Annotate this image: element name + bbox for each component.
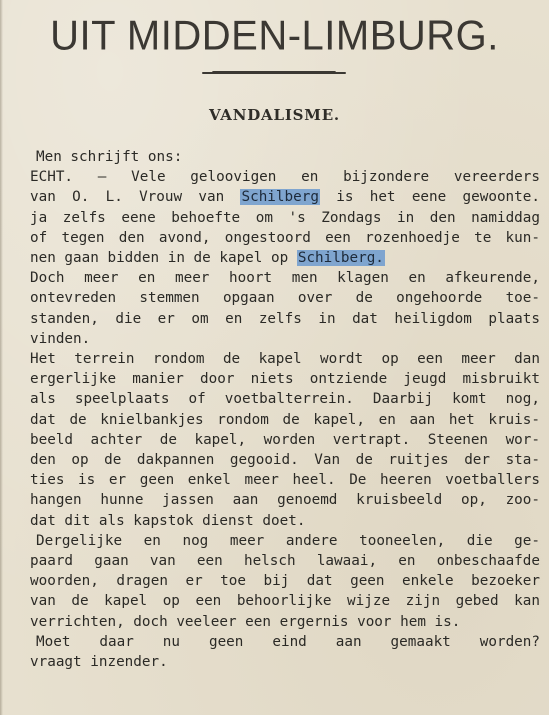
body-line: den op de dakpannen gegooid. Van de ruitjes der sta- — [30, 452, 540, 469]
body-line-text: van O. L. Vrouw van — [30, 189, 241, 206]
body-line: vinden. — [30, 330, 91, 347]
article-headline: UIT MIDDEN-LIMBURG. — [50, 12, 499, 60]
body-line: Men schrijft ons: — [36, 149, 183, 165]
body-line: standen, die er om en zelfs in dat heiligdom plaats — [30, 310, 540, 327]
body-line: ja zelfs eene behoefte om 's Zondags in den namiddag — [30, 209, 540, 226]
article-subheadline: VANDALISME. — [209, 106, 340, 124]
body-line: beeld achter de kapel, worden vertrapt. Steenen wor- — [30, 431, 540, 448]
body-line-text: is het eene gewoonte. — [319, 189, 540, 206]
body-line: dat dit als kapstok dienst doet. — [30, 512, 306, 529]
body-line: paard gaan van een helsch lawaai, en onbeschaafde — [30, 553, 540, 570]
body-line: verrichten, doch veeleer een ergernis voor hem is. — [30, 613, 461, 630]
body-line: Dergelijke en nog meer andere tooneelen, die ge- — [36, 532, 540, 549]
body-line: als speelplaats of voetbalterrein. Daarbij komt nog, — [30, 391, 540, 408]
body-line: ontevreden stemmen opgaan over de ongehoorde toe- — [30, 290, 540, 307]
body-line: van de kapel op een behoorlijke wijze zijn gebed kan — [30, 593, 540, 610]
body-line-text: nen gaan bidden in de kapel op — [30, 250, 297, 267]
body-line: ties is er geen enkel meer heel. De heeren voetballers — [30, 472, 540, 489]
body-line: Het terrein rondom de kapel wordt op een meer dan — [30, 351, 540, 368]
search-highlight: Schilberg — [241, 189, 319, 206]
body-line: hangen hunne jassen aan genoemd kruisbeeld op, zoo- — [30, 492, 540, 509]
body-line: Moet daar nu geen eind aan gemaakt worden? — [36, 633, 540, 650]
body-line: vraagt inzender. — [30, 654, 168, 671]
body-line: of tegen den avond, ongestoord een rozenhoedje te kun- — [30, 229, 540, 246]
body-line: Doch meer en meer hoort men klagen en afkeurende, — [30, 270, 540, 287]
ornamental-divider — [212, 71, 336, 74]
search-highlight: Schilberg. — [297, 250, 384, 267]
body-line: ECHT. — Vele geloovigen en bijzondere vereerders — [30, 169, 540, 186]
article-body — [30, 147, 540, 672]
body-line: dat de knielbankjes rondom de kapel, en aan het kruis- — [30, 411, 540, 428]
body-line-with-highlight — [30, 248, 540, 268]
body-line: ergerlijke manier door niets ontziende jeugd misbruikt — [30, 371, 540, 388]
body-line-with-highlight — [30, 187, 540, 207]
body-line: woorden, dragen er toe bij dat geen enkele bezoeker — [30, 573, 540, 590]
